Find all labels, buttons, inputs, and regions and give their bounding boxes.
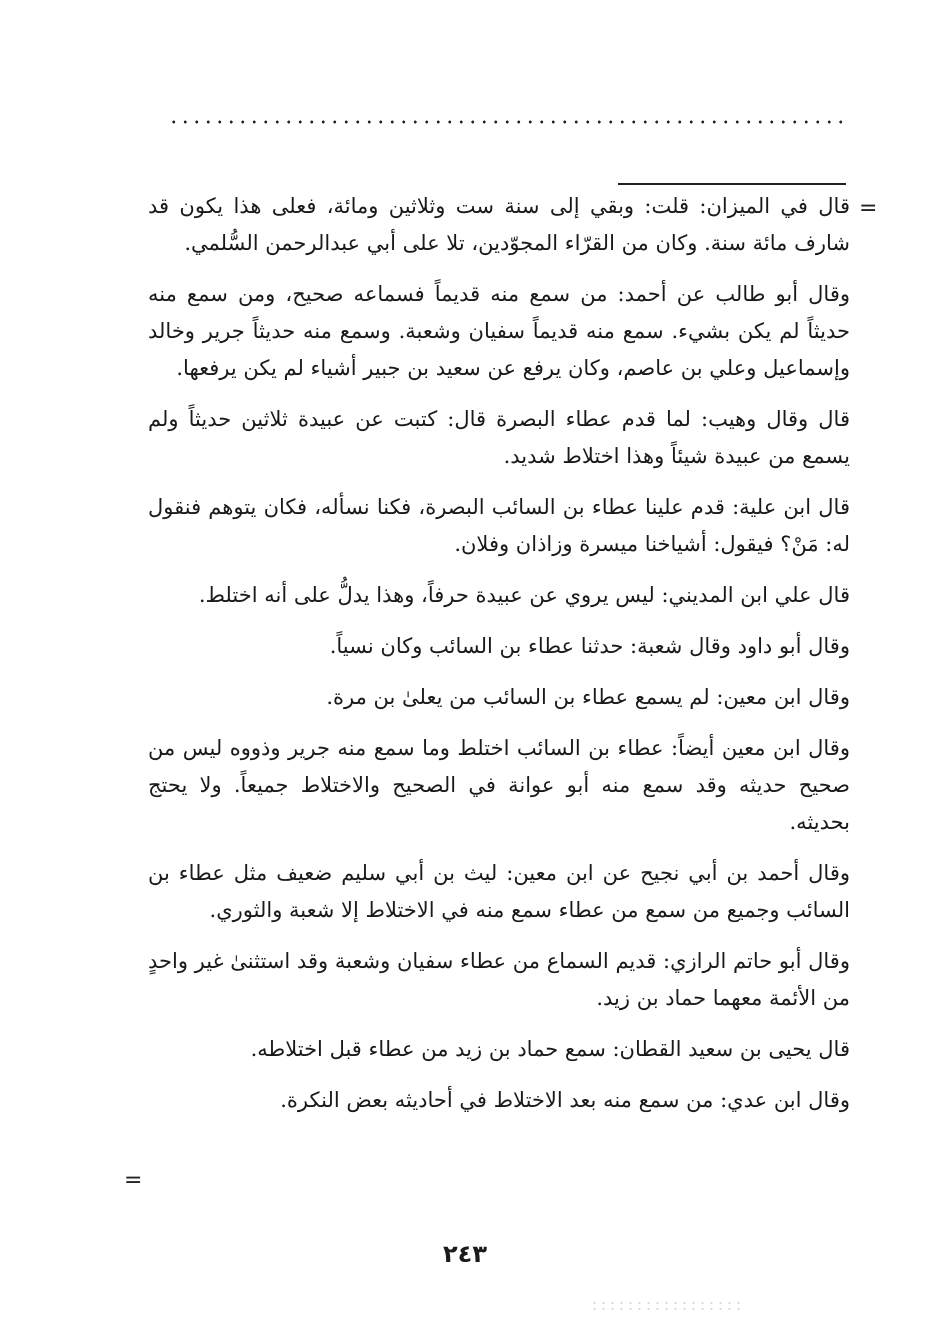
paragraph-mizan: قال في الميزان: قلت: وبقي إلى سنة ست وثلاثين ومائة، فعلى هذا يكون قد شارف مائة سنة. وكان من القرّاء المجوّدين، تلا على أبي عبدالرحمن السُّلمي. xyxy=(148,194,850,255)
paragraph-abu-dawud: وقال أبو داود وقال شعبة: حدثنا عطاء بن السائب وكان نسياً. xyxy=(329,634,850,658)
continuation-mark-bottom: = xyxy=(124,1168,143,1193)
paragraph-yahya-al-qattan: قال يحيى بن سعيد القطان: سمع حماد بن زيد من عطاء قبل اختلاطه. xyxy=(250,1037,850,1061)
paragraph-ibn-adi: وقال ابن عدي: من سمع منه بعد الاختلاط في أحاديثه بعض النكرة. xyxy=(280,1088,850,1112)
paragraph-ibn-main-2: وقال ابن معين أيضاً: عطاء بن السائب اختلط وما سمع منه جرير وذووه ليس من صحيح حديثه وقد سمع منه أبو عوانة في الصحيح والاختلاط جميعاً. ولا يحتج بحديثه. xyxy=(148,736,850,834)
dotted-separator xyxy=(168,118,850,126)
paragraph-ibn-ulayya: قال ابن علية: قدم علينا عطاء بن السائب البصرة، فكنا نسأله، فكان يتوهم فنقول له: مَنْ؟ فيقول: أشياخنا ميسرة وزاذان وفلان. xyxy=(148,495,850,556)
scan-smudge xyxy=(590,1300,740,1310)
paragraph-ibn-main-1: وقال ابن معين: لم يسمع عطاء بن السائب من يعلىٰ بن مرة. xyxy=(326,685,850,709)
footnote-text xyxy=(148,188,850,1133)
page-number: ٢٤٣ xyxy=(443,1240,487,1268)
paragraph-wuhaib: قال وقال وهيب: لما قدم عطاء البصرة قال: كتبت عن عبيدة ثلاثين حديثاً ولم يسمع من عبيدة شيئاً وهذا اختلاط شديد. xyxy=(148,407,850,468)
paragraph-ahmad-ibn-abi-najih: وقال أحمد بن أبي نجيح عن ابن معين: ليث بن أبي سليم ضعيف مثل عطاء بن السائب وجميع من سمع من عطاء سمع منه في الاختلاط إلا شعبة والثوري. xyxy=(148,861,850,922)
footnote-rule xyxy=(618,183,846,185)
paragraph-abu-hatim: وقال أبو حاتم الرازي: قديم السماع من عطاء سفيان وشعبة وقد استثنىٰ غير واحدٍ من الأئمة معهما حماد بن زيد. xyxy=(148,949,850,1010)
continuation-mark-top: = xyxy=(859,196,878,221)
paragraph-ibn-al-madini: قال علي ابن المديني: ليس يروي عن عبيدة حرفاً، وهذا يدلُّ على أنه اختلط. xyxy=(198,583,850,607)
paragraph-abu-talib: وقال أبو طالب عن أحمد: من سمع منه قديماً فسماعه صحيح، ومن سمع منه حديثاً لم يكن بشيء. سمع منه قديماً سفيان وشعبة. وسمع منه حديثاً جرير وخالد وإسماعيل وعلي بن عاصم، وكان يرفع عن سعيد بن جبير أشياء لم يكن يرفعها. xyxy=(148,282,850,380)
